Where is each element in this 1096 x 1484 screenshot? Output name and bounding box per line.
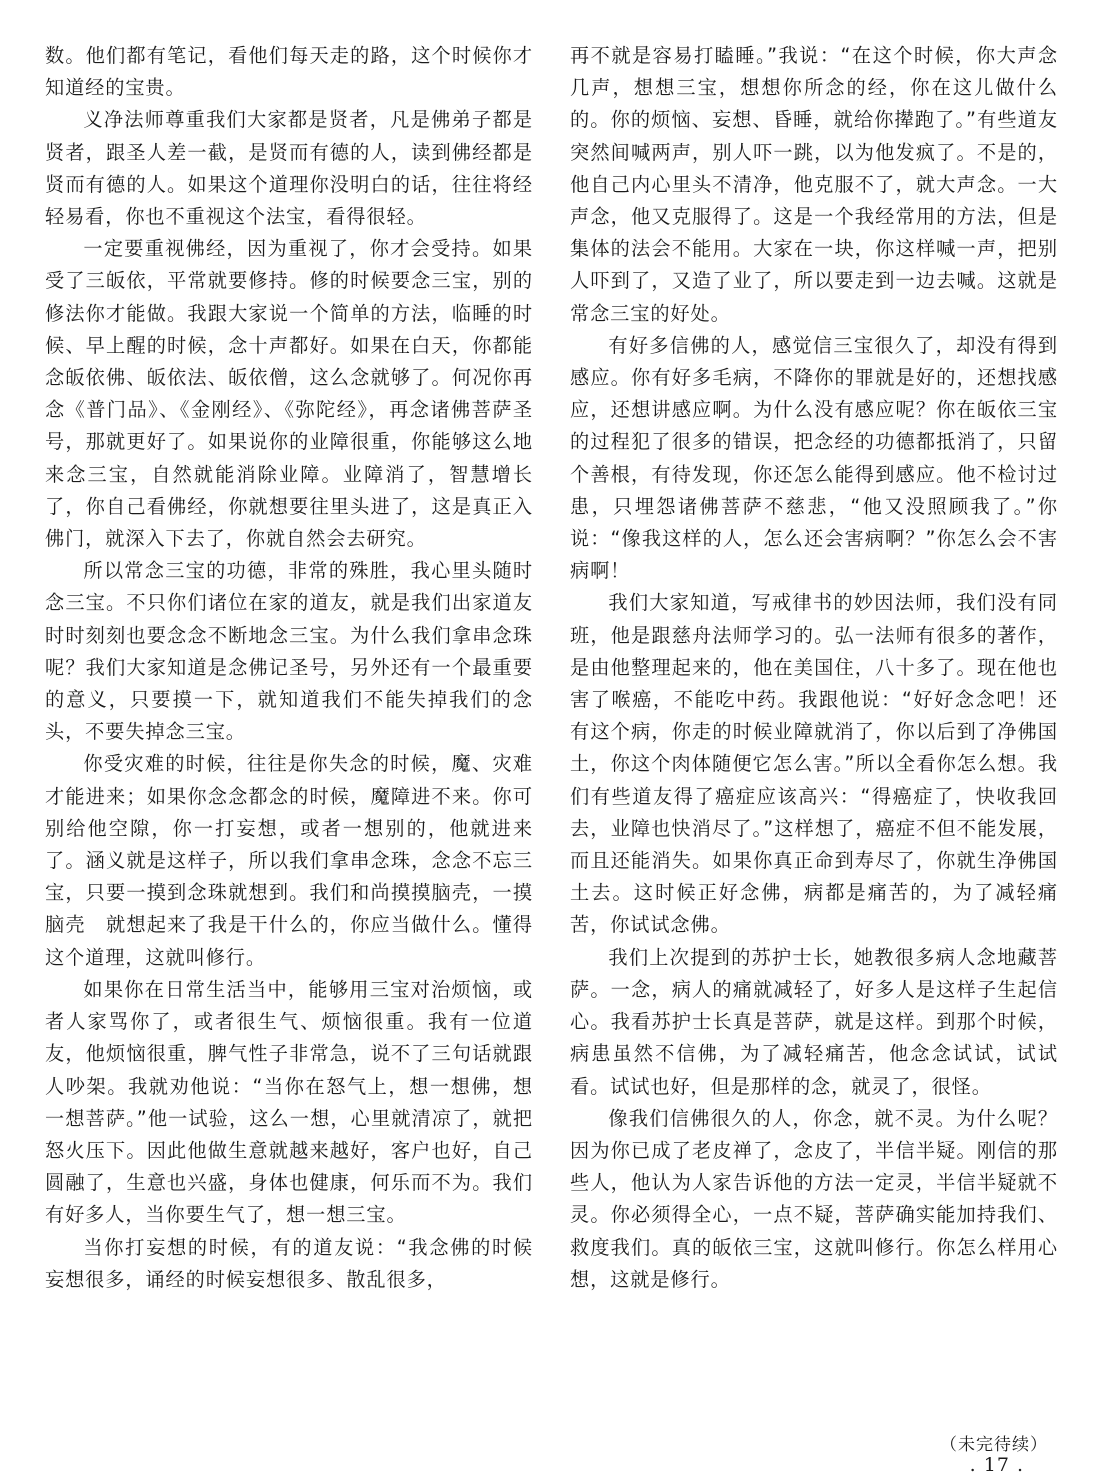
paragraph: 一定要重视佛经，因为重视了，你才会受持。如果受了三皈依，平常就要修持。修的时候要念三宝，别的修法你才能做。我跟大家说一个简单的方法，临睡的时候、早上醒的时候，念十声都好。如果在白天，你都能念皈依佛、皈依法、皈依僧，这么念就够了。何况你再念《普门品》、《金刚经》、《弥陀经》，再念诸佛菩萨圣号，那就更好了。如果说你的业障很重，你能够这么地来念三宝，自然就能消除业障。业障消了，智慧增长了，你自己看佛经，你就想要往里头进了，这是真正入佛门，就深入下去了，你就自然会去研究。	[45, 237, 533, 551]
to-be-continued-note: （未完待续）	[940, 1435, 1048, 1455]
left-column	[45, 40, 533, 1296]
paragraph: 再不就是容易打瞌睡。”我说：“在这个时候，你大声念几声，想想三宝，想想你所念的经，你在这儿做什么的。你的烦恼、妄想、昏睡，就给你撵跑了。”有些道友突然间喊两声，别人吓一跳，以为他发疯了。不是的，他自己内心里头不清净，他克服不了，就大声念。一大声念，他又克服得了。这是一个我经常用的方法，但是集体的法会不能用。大家在一块，你这样喊一声，把别人吓到了，又造了业了，所以要走到一边去喊。这就是常念三宝的好处。	[570, 44, 1058, 325]
paragraph: 有好多信佛的人，感觉信三宝很久了，却没有得到感应。你有好多毛病，不降你的罪就是好的，还想找感应，还想讲感应啊。为什么没有感应呢？你在皈依三宝的过程犯了很多的错误，把念经的功德都抵消了，只留个善根，有待发现，你还怎么能得到感应。他不检讨过患，只埋怨诸佛菩萨不慈悲，“他又没照顾我了。”你说：“像我这样的人，怎么还会害病啊？”你怎么会不害病啊！	[570, 333, 1058, 583]
paragraph: 所以常念三宝的功德，非常的殊胜，我心里头随时念三宝。不只你们诸位在家的道友，就是我们出家道友时时刻刻也要念念不断地念三宝。为什么我们拿串念珠呢？我们大家知道是念佛记圣号，另外还有一个最重要的意义，只要摸一下，就知道我们不能失掉我们的念头，不要失掉念三宝。	[45, 559, 533, 744]
right-column	[570, 40, 1058, 1296]
paragraph: 我们大家知道，写戒律书的妙因法师，我们没有同班，他是跟慈舟法师学习的。弘一法师有很多的著作，是由他整理起来的，他在美国住，八十多了。现在他也害了喉癌，不能吃中药。我跟他说：“好好念念吧！还有这个病，你走的时候业障就消了，你以后到了净佛国土，你这个肉体随便它怎么害。”所以全看你怎么想。我们有些道友得了癌症应该高兴：“得癌症了，快收我回去，业障也快消尽了。”这样想了，癌症不但不能发展，而且还能消失。如果你真正命到寿尽了，你就生净佛国土去。这时候正好念佛，病都是痛苦的，为了减轻痛苦，你试试念佛。	[570, 591, 1058, 937]
paragraph: 当你打妄想的时候，有的道友说：“我念佛的时候妄想很多，诵经的时候妄想很多、散乱很多，	[45, 1235, 533, 1291]
paragraph: 数。他们都有笔记，看他们每天走的路，这个时候你才知道经的宝贵。	[45, 44, 533, 100]
paragraph: 像我们信佛很久的人，你念，就不灵。为什么呢？因为你已成了老皮禅了，念皮了，半信半疑。刚信的那些人，他认为人家告诉他的方法一定灵，半信半疑就不灵。你必须得全心，一点不疑，菩萨确实能加持我们、救度我们。真的皈依三宝，这就叫修行。你怎么样用心想，这就是修行。	[570, 1106, 1058, 1291]
paragraph: 你受灾难的时候，往往是你失念的时候，魔、灾难才能进来；如果你念念都念的时候，魔障进不来。你可别给他空隙，你一打妄想，或者一想别的，他就进来了。涵义就是这样子，所以我们拿串念珠，念念不忘三宝，只要一摸到念珠就想到。我们和尚摸摸脑壳，一摸脑壳 就想起来了我是干什么的，你应当做什么。懂得这个道理，这就叫修行。	[45, 752, 533, 969]
paragraph: 如果你在日常生活当中，能够用三宝对治烦恼，或者人家骂你了，或者很生气、烦恼很重。我有一位道友，他烦恼很重，脾气性子非常急，说不了三句话就跟人吵架。我就劝他说：“当你在怒气上，想一想佛，想一想菩萨。”他一试验，这么一想，心里就清凉了，就把怒火压下。因此他做生意就越来越好，客户也好，自己圆融了，生意也兴盛，身体也健康，何乐而不为。我们有好多人，当你要生气了，想一想三宝。	[45, 977, 533, 1227]
paragraph: 义净法师尊重我们大家都是贤者，凡是佛弟子都是贤者，跟圣人差一截，是贤而有德的人，读到佛经都是贤而有德的人。如果这个道理你没明白的话，往往将经轻易看，你也不重视这个法宝，看得很轻。	[45, 108, 533, 229]
paragraph: 我们上次提到的苏护士长，她教很多病人念地藏菩萨。一念，病人的痛就减轻了，好多人是这样子生起信心。我看苏护士长真是菩萨，就是这样。到那个时候，病患虽然不信佛，为了减轻痛苦，他念念试试，试试看。试试也好，但是那样的念，就灵了，很怪。	[570, 945, 1058, 1098]
page-number: . 17 .	[969, 1454, 1024, 1476]
